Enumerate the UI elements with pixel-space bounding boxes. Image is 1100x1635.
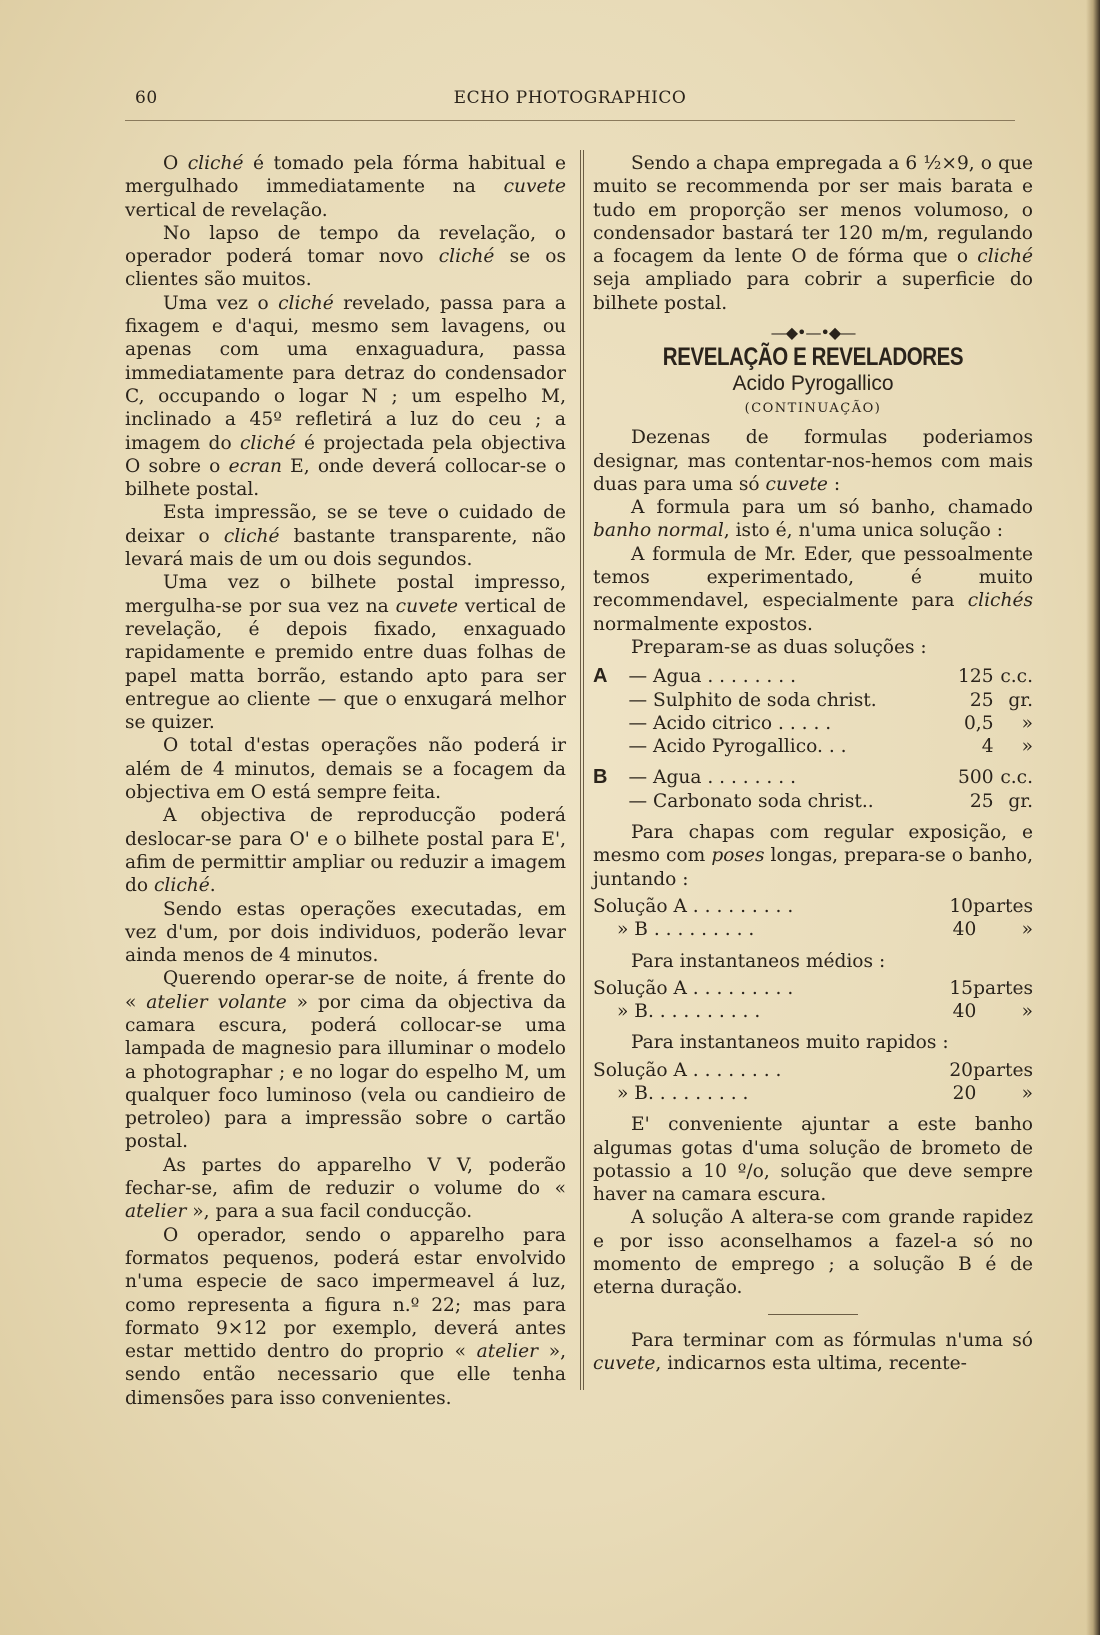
- mix-row: » B. . . . . . . . . . 40 »: [617, 1001, 1034, 1023]
- paragraph: Querendo operar-se de noite, á frente do « atelier volante » por cima da objectiva da camara escura, poderá collocar-se uma lampada de magnesio para illuminar o modelo a photographar ; e no logar do espelho M, um qualquer foco luminoso (vela ou candieiro de petroleo) para a impressão sobre o cartão postal.: [125, 968, 566, 1153]
- paragraph: Para instantaneos muito rapidos :: [631, 1032, 949, 1054]
- recipe-table: [593, 665, 1033, 813]
- paragraph: A objectiva de reproducção poderá deslocar-se para O' e o bilhete postal para E', afim de permittir ampliar ou reduzir a imagem do cliché.: [125, 805, 566, 897]
- mix-row: » B . . . . . . . . . 40 »: [617, 919, 1034, 941]
- mix-row: Solução A . . . . . . . . . 10 partes: [593, 895, 1033, 917]
- section-title: REVELAÇÃO E REVELADORES: [662, 343, 964, 372]
- mix-row: Solução A . . . . . . . . 20 partes: [593, 1059, 1033, 1081]
- recipe-row: — Acido Pyrogallico. . . 4 »: [628, 736, 1033, 758]
- paragraph: Para instantaneos médios :: [631, 950, 886, 972]
- paragraph: O total d'estas operações não poderá ir além de 4 minutos, demais se a focagem da objectiva em O está sempre feita.: [125, 735, 566, 804]
- paragraph: O cliché é tomado pela fórma habitual e mergulhado immediatamente na cuvete vertical de revelação.: [125, 153, 566, 221]
- paragraph: As partes do apparelho V V, poderão fechar-se, afim de reduzir o volume do « atelier », para a sua facil conducção.: [125, 1154, 566, 1223]
- mix-table: [593, 977, 1033, 1024]
- paragraph: Uma vez o bilhete postal impresso, mergulha-se por sua vez na cuvete vertical de revelação, é depois fixado, enxaguado rapidamente e premido entre duas folhas de papel matta borrão, estando apto para ser entregue ao cliente — que o enxugará melhor se quizer.: [125, 572, 566, 734]
- recipe-row: — Carbonato soda christ.. 25 gr.: [628, 790, 1033, 812]
- paragraph: Sendo a chapa empregada a 6 ½×9, o que muito se recommenda por ser mais barata e tudo em proporção ser menos volumoso, o condensador bastará ter 120 m/m, regulando a focagem da lente O de fórma que o cliché seja ampliado para cobrir a superficie do bilhete postal.: [593, 153, 1033, 314]
- paragraph: E' conveniente ajuntar a este banho algumas gotas d'uma solução de brometo de potassio a 10 º/o, solução que deve sempre haver na camara escura.: [593, 1114, 1033, 1206]
- paragraph: A solução A altera-se com grande rapidez e por isso aconselhamos a fazel-a só no momento de emprego ; a solução B é de eterna duração.: [593, 1207, 1033, 1299]
- recipe-row: A — Agua . . . . . . . . 125 c.c.: [593, 665, 1033, 688]
- mix-row: » B. . . . . . . . . 20 »: [617, 1082, 1034, 1104]
- right-column: [593, 152, 1033, 1375]
- running-title: ECHO PHOTOGRAPHICO: [453, 88, 687, 108]
- paragraph: Uma vez o cliché revelado, passa para a fixagem e d'aqui, mesmo sem lavagens, ou apenas com uma enxaguadura, passa immediatamente para detraz do condensador C, occupando o logar N ; um espelho M, inclinado a 45º refletirá a luz do ceu ; a imagem do cliché é projectada pela objectiva O sobre o ecran E, onde deverá collocar-se o bilhete postal.: [125, 292, 567, 501]
- paragraph: No lapso de tempo da revelação, o operador poderá tomar novo cliché se os clientes são muitos.: [125, 222, 566, 291]
- paragraph: Preparam-se as duas soluções :: [631, 636, 927, 658]
- paragraph: Dezenas de formulas poderiamos designar, mas contentar-nos-hemos com mais duas para uma só cuvete :: [593, 427, 1033, 495]
- recipe-row: — Acido citrico . . . . . 0,5 »: [628, 712, 1033, 734]
- section-continued: (CONTINUAÇÃO): [744, 400, 882, 416]
- left-column: [125, 152, 566, 1410]
- paragraph: Para terminar com as fórmulas n'uma só cuvete, indicarnos esta ultima, recente-: [593, 1329, 1033, 1374]
- paragraph: Para chapas com regular exposição, e mesmo com poses longas, prepara-se o banho, juntando :: [593, 822, 1033, 890]
- paragraph: A formula para um só banho, chamado banho normal, isto é, n'uma unica solução :: [593, 497, 1033, 542]
- mix-table: [593, 895, 1033, 942]
- section-ornament: —◆•—•◆—: [770, 323, 856, 343]
- page-number: 60: [135, 88, 158, 108]
- section-rule: [768, 1314, 858, 1315]
- page-edge: [1086, 0, 1100, 1635]
- recipe-row: B — Agua . . . . . . . . 500 c.c.: [593, 766, 1033, 789]
- header-rule: [125, 120, 1015, 121]
- section-subtitle: Acido Pyrogallico: [732, 371, 894, 395]
- paragraph: Sendo estas operações executadas, em vez d'um, por dois individuos, poderão levar ainda menos de 4 minutos.: [125, 898, 566, 967]
- paragraph: Esta impressão, se se teve o cuidado de deixar o cliché bastante transparente, não levará mais de um ou dois segundos.: [125, 502, 566, 571]
- paragraph: A formula de Mr. Eder, que pessoalmente temos experimentado, é muito recommendavel, especialmente para clichés normalmente expostos.: [593, 543, 1033, 635]
- paragraph: O operador, sendo o apparelho para formatos pequenos, poderá estar envolvido n'uma especie de saco impermeavel á luz, como representa a figura n.º 22; mas para formato 9×12 por exemplo, deverá antes estar mettido dentro do proprio « atelier », sendo então necessario que elle tenha dimensões para isso convenientes.: [125, 1224, 567, 1409]
- page-header: [125, 88, 1015, 116]
- column-divider: [580, 150, 584, 1390]
- mix-row: Solução A . . . . . . . . . 15 partes: [593, 977, 1033, 999]
- mix-table: [593, 1059, 1033, 1106]
- recipe-row: — Sulphito de soda christ. 25 gr.: [628, 689, 1033, 711]
